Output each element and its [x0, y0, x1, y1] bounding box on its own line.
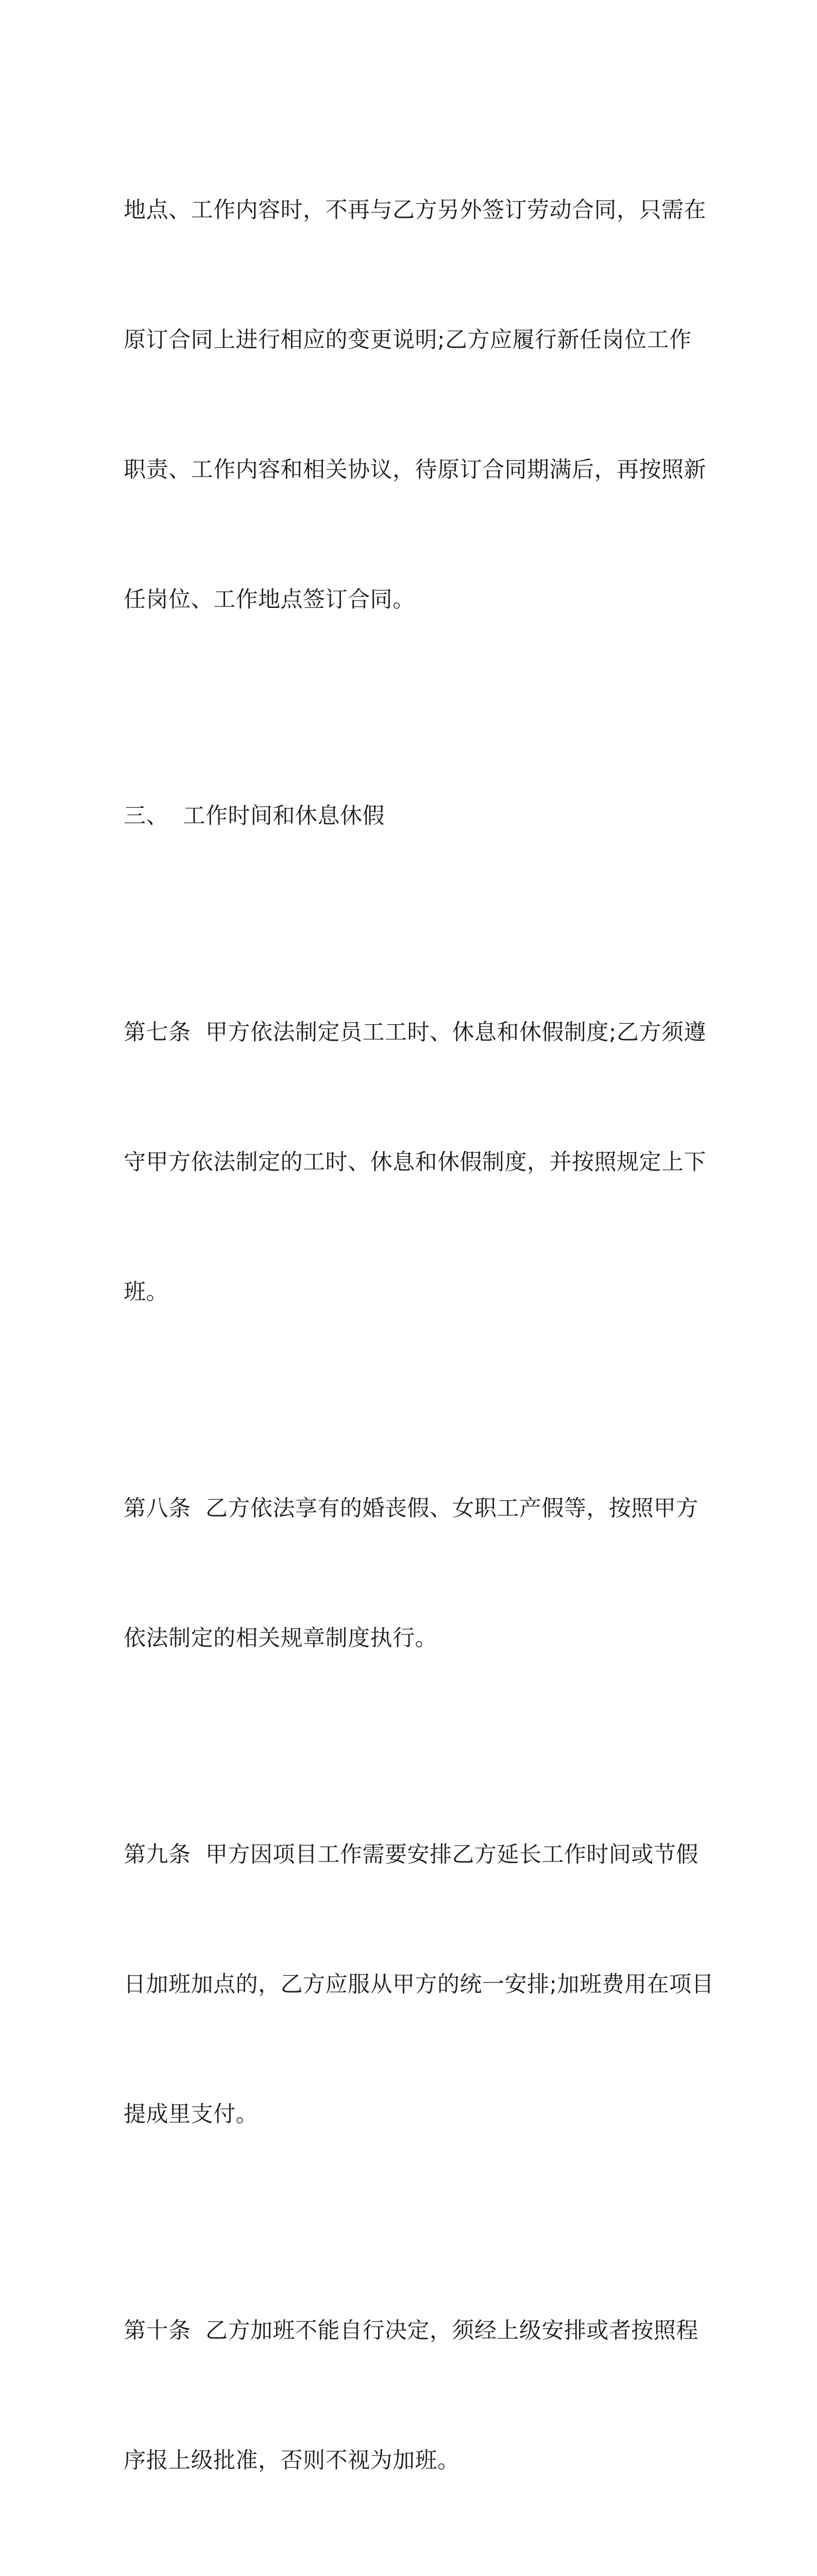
document-body	[124, 102, 714, 2576]
article-7	[124, 924, 706, 1400]
text-line: 第十条 乙方加班不能自行决定，须经上级安排或者按照程	[124, 2318, 699, 2344]
text-line: 提成里支付。	[124, 2102, 258, 2127]
text-line: 第九条 甲方因项目工作需要安排乙方延长工作时间或节假	[124, 1842, 699, 1868]
article-8	[124, 1400, 701, 1747]
text-line: 依法制定的相关规章制度执行。	[124, 1625, 437, 1651]
text-line: 第七条 甲方依法制定员工工时、休息和休假制度;乙方须遵	[124, 1020, 706, 1045]
text-line: 任岗位、工作地点签订合同。	[124, 587, 415, 613]
text-line: 地点、工作内容时，不再与乙方另外签订劳动合同，只需在	[124, 197, 706, 223]
article-9	[124, 1747, 714, 2223]
article-10	[124, 2223, 701, 2569]
section-heading-remuneration	[124, 2569, 701, 2576]
text-line: 第八条 乙方依法享有的婚丧假、女职工产假等，按照甲方	[124, 1496, 699, 1521]
section-heading-work-hours	[124, 708, 701, 924]
heading-line: 三、 工作时间和休息休假	[124, 803, 385, 829]
paragraph-contract-change	[124, 102, 706, 708]
text-line: 班。	[124, 1279, 168, 1305]
text-line: 原订合同上进行相应的变更说明;乙方应履行新任岗位工作	[124, 327, 692, 353]
text-line: 序报上级批准，否则不视为加班。	[124, 2448, 460, 2473]
text-line: 职责、工作内容和相关协议，待原订合同期满后，再按照新	[124, 457, 706, 483]
text-line: 守甲方依法制定的工时、休息和休假制度，并按照规定上下	[124, 1149, 706, 1175]
text-line: 日加班加点的，乙方应服从甲方的统一安排;加班费用在项目	[124, 1972, 714, 1997]
